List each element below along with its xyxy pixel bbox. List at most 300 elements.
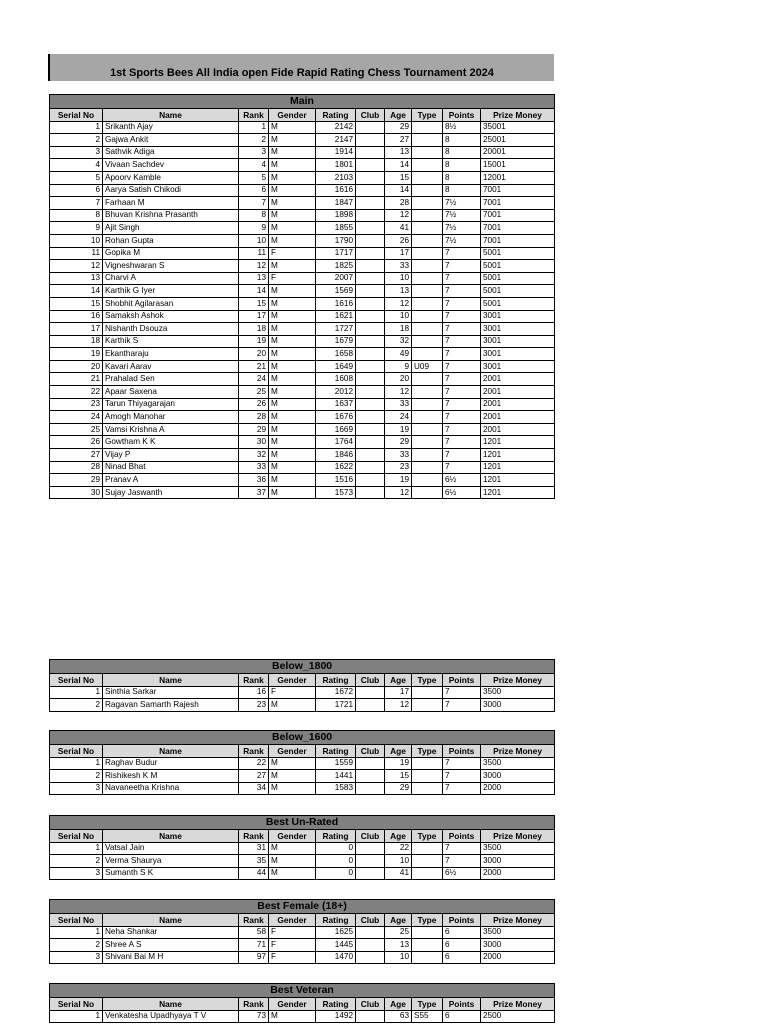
cell-gender: M [269, 486, 316, 499]
cell-age: 41 [385, 222, 412, 235]
table-row [50, 386, 555, 399]
cell-rating: 1717 [316, 247, 356, 260]
table-row [50, 939, 555, 952]
cell-rating: 1573 [316, 486, 356, 499]
cell-type [412, 134, 443, 147]
column-header-rating: Rating [316, 998, 356, 1011]
table-row [50, 449, 555, 462]
cell-club [356, 348, 385, 361]
cell-gender: M [269, 474, 316, 487]
column-header-name: Name [103, 674, 239, 687]
section-table-2 [49, 730, 555, 795]
cell-rank: 10 [239, 234, 269, 247]
cell-rating: 2147 [316, 134, 356, 147]
table-row [50, 159, 555, 172]
cell-club [356, 285, 385, 298]
cell-rating: 1445 [316, 939, 356, 952]
cell-serial-no: 1 [50, 1010, 103, 1023]
cell-name: Ajit Singh [103, 222, 239, 235]
cell-points: 7 [443, 247, 481, 260]
cell-serial-no: 17 [50, 323, 103, 336]
cell-rating: 0 [316, 855, 356, 868]
cell-club [356, 146, 385, 159]
cell-type [412, 411, 443, 424]
cell-gender: M [269, 184, 316, 197]
cell-type [412, 842, 443, 855]
column-header-gender: Gender [269, 745, 316, 758]
cell-name: Sathvik Adiga [103, 146, 239, 159]
table-row [50, 770, 555, 783]
cell-type [412, 474, 443, 487]
cell-serial-no: 4 [50, 159, 103, 172]
cell-name: Gowtham K K [103, 436, 239, 449]
cell-rating: 1441 [316, 770, 356, 783]
cell-points: 7 [443, 335, 481, 348]
cell-points: 8 [443, 184, 481, 197]
cell-rating: 1616 [316, 297, 356, 310]
cell-serial-no: 14 [50, 285, 103, 298]
cell-rank: 23 [239, 699, 269, 712]
table-row [50, 867, 555, 880]
cell-type [412, 247, 443, 260]
cell-type [412, 461, 443, 474]
cell-gender: M [269, 782, 316, 795]
cell-rank: 26 [239, 398, 269, 411]
cell-name: Sujay Jaswanth [103, 486, 239, 499]
cell-rating: 1727 [316, 323, 356, 336]
cell-age: 33 [385, 260, 412, 273]
cell-type [412, 770, 443, 783]
cell-points: 7½ [443, 209, 481, 222]
cell-type [412, 855, 443, 868]
cell-rating: 0 [316, 867, 356, 880]
cell-prize-money: 5001 [481, 285, 555, 298]
column-header-rank: Rank [239, 830, 269, 843]
table-row [50, 423, 555, 436]
cell-club [356, 335, 385, 348]
cell-club [356, 310, 385, 323]
cell-points: 6 [443, 939, 481, 952]
cell-club [356, 184, 385, 197]
cell-serial-no: 2 [50, 939, 103, 952]
cell-name: Karthik S [103, 335, 239, 348]
column-header-rating: Rating [316, 745, 356, 758]
table-row [50, 699, 555, 712]
cell-type [412, 449, 443, 462]
cell-gender: M [269, 699, 316, 712]
column-header-prize-money: Prize Money [481, 674, 555, 687]
cell-points: 7 [443, 272, 481, 285]
cell-name: Shree A S [103, 939, 239, 952]
cell-rating: 1470 [316, 951, 356, 964]
cell-rank: 21 [239, 360, 269, 373]
cell-rank: 2 [239, 134, 269, 147]
column-header-prize-money: Prize Money [481, 914, 555, 927]
cell-serial-no: 1 [50, 926, 103, 939]
cell-type [412, 386, 443, 399]
cell-age: 26 [385, 234, 412, 247]
cell-rating: 2012 [316, 386, 356, 399]
cell-prize-money: 2000 [481, 782, 555, 795]
cell-serial-no: 12 [50, 260, 103, 273]
cell-serial-no: 20 [50, 360, 103, 373]
column-header-serial-no: Serial No [50, 998, 103, 1011]
cell-points: 7 [443, 297, 481, 310]
column-header-rating: Rating [316, 109, 356, 122]
cell-rank: 37 [239, 486, 269, 499]
cell-name: Bhuvan Krishna Prasanth [103, 209, 239, 222]
cell-gender: M [269, 134, 316, 147]
cell-rank: 5 [239, 171, 269, 184]
cell-rank: 31 [239, 842, 269, 855]
cell-name: Shobhit Agilarasan [103, 297, 239, 310]
cell-rating: 1658 [316, 348, 356, 361]
cell-rating: 1790 [316, 234, 356, 247]
cell-name: Vijay P [103, 449, 239, 462]
cell-club [356, 234, 385, 247]
column-header-club: Club [356, 998, 385, 1011]
cell-points: 6½ [443, 867, 481, 880]
cell-points: 7 [443, 373, 481, 386]
column-header-prize-money: Prize Money [481, 998, 555, 1011]
cell-type [412, 686, 443, 699]
cell-gender: M [269, 146, 316, 159]
cell-type [412, 926, 443, 939]
cell-serial-no: 7 [50, 197, 103, 210]
cell-rank: 16 [239, 686, 269, 699]
cell-points: 7 [443, 770, 481, 783]
cell-rating: 1608 [316, 373, 356, 386]
cell-type [412, 699, 443, 712]
cell-serial-no: 15 [50, 297, 103, 310]
cell-gender: M [269, 285, 316, 298]
cell-prize-money: 3000 [481, 699, 555, 712]
cell-points: 7 [443, 386, 481, 399]
cell-points: 6 [443, 951, 481, 964]
cell-rank: 71 [239, 939, 269, 952]
cell-rank: 8 [239, 209, 269, 222]
cell-type [412, 398, 443, 411]
cell-prize-money: 35001 [481, 121, 555, 134]
cell-serial-no: 2 [50, 699, 103, 712]
cell-rank: 11 [239, 247, 269, 260]
table-row [50, 474, 555, 487]
cell-serial-no: 11 [50, 247, 103, 260]
cell-name: Apoorv Kamble [103, 171, 239, 184]
cell-serial-no: 9 [50, 222, 103, 235]
cell-rating: 1649 [316, 360, 356, 373]
cell-name: Charvi A [103, 272, 239, 285]
cell-age: 13 [385, 939, 412, 952]
cell-name: Shivani Bai M H [103, 951, 239, 964]
cell-name: Vivaan Sachdev [103, 159, 239, 172]
cell-age: 49 [385, 348, 412, 361]
cell-club [356, 323, 385, 336]
column-header-gender: Gender [269, 998, 316, 1011]
cell-gender: M [269, 867, 316, 880]
cell-gender: M [269, 842, 316, 855]
cell-name: Ragavan Samarth Rajesh [103, 699, 239, 712]
column-header-serial-no: Serial No [50, 745, 103, 758]
cell-age: 15 [385, 770, 412, 783]
cell-rank: 4 [239, 159, 269, 172]
cell-type [412, 939, 443, 952]
cell-gender: M [269, 386, 316, 399]
cell-age: 28 [385, 197, 412, 210]
cell-serial-no: 5 [50, 171, 103, 184]
cell-name: Venkatesha Upadhyaya T V [103, 1010, 239, 1023]
cell-name: Karthik G Iyer [103, 285, 239, 298]
column-header-points: Points [443, 830, 481, 843]
section-table-1 [49, 659, 555, 712]
cell-prize-money: 2001 [481, 386, 555, 399]
cell-name: Sumanth S K [103, 867, 239, 880]
cell-serial-no: 2 [50, 770, 103, 783]
cell-rating: 1679 [316, 335, 356, 348]
cell-club [356, 222, 385, 235]
cell-rating: 1516 [316, 474, 356, 487]
cell-gender: M [269, 411, 316, 424]
section-title: Best Un-Rated [50, 816, 555, 830]
cell-rank: 32 [239, 449, 269, 462]
cell-points: 7 [443, 449, 481, 462]
cell-club [356, 486, 385, 499]
section-title: Main [50, 95, 555, 109]
cell-name: Rishikesh K M [103, 770, 239, 783]
table-row [50, 757, 555, 770]
cell-age: 13 [385, 146, 412, 159]
cell-rating: 1569 [316, 285, 356, 298]
cell-club [356, 159, 385, 172]
cell-rank: 1 [239, 121, 269, 134]
column-header-name: Name [103, 914, 239, 927]
cell-serial-no: 27 [50, 449, 103, 462]
cell-club [356, 197, 385, 210]
cell-rank: 20 [239, 348, 269, 361]
cell-type [412, 782, 443, 795]
table-row [50, 209, 555, 222]
table-row [50, 398, 555, 411]
table-row [50, 184, 555, 197]
cell-age: 19 [385, 423, 412, 436]
cell-prize-money: 3001 [481, 310, 555, 323]
column-header-rating: Rating [316, 830, 356, 843]
cell-points: 8 [443, 146, 481, 159]
cell-rating: 1672 [316, 686, 356, 699]
table-row [50, 855, 555, 868]
cell-type [412, 209, 443, 222]
cell-type [412, 436, 443, 449]
table-row [50, 222, 555, 235]
cell-age: 20 [385, 373, 412, 386]
cell-prize-money: 3500 [481, 926, 555, 939]
cell-gender: M [269, 310, 316, 323]
cell-rating: 1846 [316, 449, 356, 462]
cell-age: 29 [385, 436, 412, 449]
cell-points: 7 [443, 260, 481, 273]
table-row [50, 323, 555, 336]
cell-gender: M [269, 121, 316, 134]
cell-name: Tarun Thiyagarajan [103, 398, 239, 411]
cell-age: 33 [385, 449, 412, 462]
cell-points: 6 [443, 1010, 481, 1023]
cell-prize-money: 2001 [481, 373, 555, 386]
cell-club [356, 842, 385, 855]
cell-gender: M [269, 234, 316, 247]
cell-type [412, 335, 443, 348]
table-row [50, 197, 555, 210]
cell-prize-money: 5001 [481, 272, 555, 285]
cell-gender: M [269, 222, 316, 235]
column-header-rating: Rating [316, 674, 356, 687]
cell-points: 8½ [443, 121, 481, 134]
column-header-age: Age [385, 830, 412, 843]
cell-gender: M [269, 297, 316, 310]
cell-type [412, 159, 443, 172]
cell-club [356, 855, 385, 868]
cell-serial-no: 18 [50, 335, 103, 348]
section-title: Below_1800 [50, 660, 555, 674]
column-header-rating: Rating [316, 914, 356, 927]
column-header-type: Type [412, 998, 443, 1011]
cell-points: 6 [443, 926, 481, 939]
cell-rating: 1621 [316, 310, 356, 323]
column-header-type: Type [412, 745, 443, 758]
cell-rank: 18 [239, 323, 269, 336]
cell-points: 7 [443, 310, 481, 323]
cell-type [412, 297, 443, 310]
cell-points: 8 [443, 171, 481, 184]
cell-rating: 1492 [316, 1010, 356, 1023]
cell-rank: 22 [239, 757, 269, 770]
cell-serial-no: 24 [50, 411, 103, 424]
cell-prize-money: 7001 [481, 234, 555, 247]
cell-rank: 27 [239, 770, 269, 783]
cell-club [356, 171, 385, 184]
column-header-name: Name [103, 109, 239, 122]
cell-rank: 15 [239, 297, 269, 310]
cell-serial-no: 3 [50, 867, 103, 880]
cell-gender: M [269, 209, 316, 222]
cell-type [412, 184, 443, 197]
cell-gender: M [269, 436, 316, 449]
table-row [50, 461, 555, 474]
cell-serial-no: 2 [50, 855, 103, 868]
table-row [50, 411, 555, 424]
cell-rating: 1801 [316, 159, 356, 172]
cell-type [412, 423, 443, 436]
column-header-points: Points [443, 109, 481, 122]
cell-age: 17 [385, 686, 412, 699]
cell-gender: F [269, 926, 316, 939]
column-header-gender: Gender [269, 914, 316, 927]
cell-type [412, 757, 443, 770]
cell-serial-no: 29 [50, 474, 103, 487]
column-header-gender: Gender [269, 674, 316, 687]
cell-gender: M [269, 373, 316, 386]
cell-serial-no: 1 [50, 757, 103, 770]
cell-rating: 2007 [316, 272, 356, 285]
cell-rank: 17 [239, 310, 269, 323]
cell-rating: 1559 [316, 757, 356, 770]
cell-serial-no: 2 [50, 134, 103, 147]
cell-age: 9 [385, 360, 412, 373]
cell-serial-no: 22 [50, 386, 103, 399]
table-row [50, 842, 555, 855]
cell-points: 7 [443, 686, 481, 699]
cell-rating: 1676 [316, 411, 356, 424]
cell-club [356, 699, 385, 712]
cell-rank: 36 [239, 474, 269, 487]
cell-serial-no: 3 [50, 146, 103, 159]
column-header-type: Type [412, 674, 443, 687]
cell-age: 32 [385, 335, 412, 348]
cell-points: 8 [443, 159, 481, 172]
cell-prize-money: 1201 [481, 474, 555, 487]
cell-rank: 12 [239, 260, 269, 273]
cell-gender: M [269, 398, 316, 411]
cell-age: 27 [385, 134, 412, 147]
column-header-serial-no: Serial No [50, 674, 103, 687]
cell-age: 12 [385, 486, 412, 499]
column-header-rank: Rank [239, 745, 269, 758]
section-title: Below_1600 [50, 731, 555, 745]
cell-prize-money: 2001 [481, 411, 555, 424]
cell-age: 17 [385, 247, 412, 260]
column-header-points: Points [443, 745, 481, 758]
table-row [50, 486, 555, 499]
cell-club [356, 436, 385, 449]
cell-club [356, 770, 385, 783]
cell-rank: 25 [239, 386, 269, 399]
cell-points: 7 [443, 398, 481, 411]
cell-name: Vatsal Jain [103, 842, 239, 855]
cell-age: 18 [385, 323, 412, 336]
table-row [50, 335, 555, 348]
cell-prize-money: 3001 [481, 323, 555, 336]
cell-prize-money: 2500 [481, 1010, 555, 1023]
cell-club [356, 272, 385, 285]
cell-rating: 1914 [316, 146, 356, 159]
cell-prize-money: 15001 [481, 159, 555, 172]
cell-gender: M [269, 171, 316, 184]
cell-prize-money: 5001 [481, 297, 555, 310]
cell-club [356, 297, 385, 310]
column-header-prize-money: Prize Money [481, 830, 555, 843]
cell-rank: 24 [239, 373, 269, 386]
cell-points: 7½ [443, 197, 481, 210]
cell-gender: M [269, 1010, 316, 1023]
table-row [50, 247, 555, 260]
table-row [50, 686, 555, 699]
column-header-row [50, 109, 555, 122]
cell-gender: F [269, 686, 316, 699]
cell-prize-money: 12001 [481, 171, 555, 184]
cell-prize-money: 5001 [481, 247, 555, 260]
cell-gender: M [269, 260, 316, 273]
cell-rating: 2142 [316, 121, 356, 134]
column-header-serial-no: Serial No [50, 830, 103, 843]
cell-type: S55 [412, 1010, 443, 1023]
cell-name: Samaksh Ashok [103, 310, 239, 323]
cell-serial-no: 1 [50, 842, 103, 855]
cell-rank: 33 [239, 461, 269, 474]
cell-type [412, 197, 443, 210]
cell-type [412, 272, 443, 285]
cell-age: 12 [385, 386, 412, 399]
cell-gender: M [269, 348, 316, 361]
cell-gender: M [269, 159, 316, 172]
